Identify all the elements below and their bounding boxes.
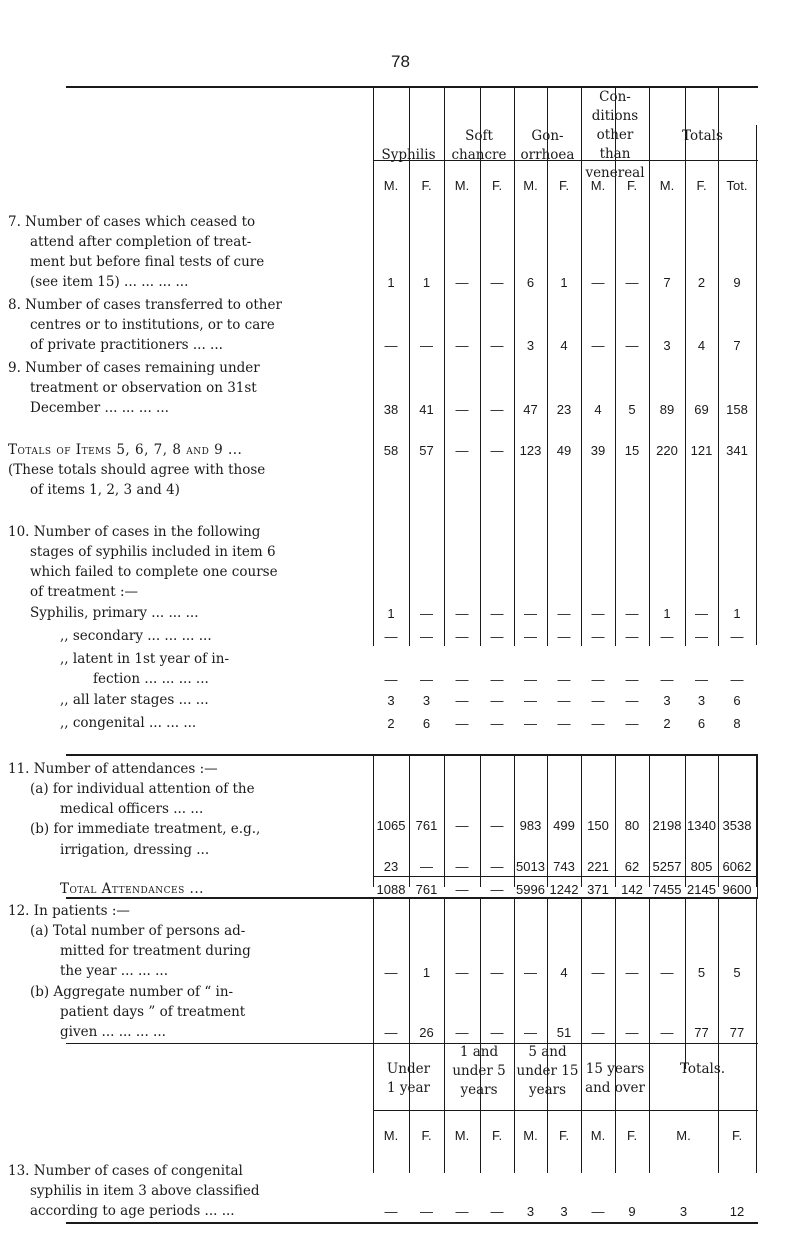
totals-items-cell: 341 [726,443,748,458]
item10-text: which failed to complete one course [30,564,278,580]
inpatient-a-cell: — [455,965,469,980]
stage-cell: — [524,672,537,687]
column-rule [756,1043,757,1173]
attendance-b-cell: 743 [553,859,575,874]
stage-cell: — [524,629,537,644]
item10-text: 10. Number of cases in the following [8,524,261,540]
subheader-sex: F. [558,178,570,193]
attendance-b-cell: — [420,859,433,874]
stage-cell: — [455,629,469,644]
item13-text: according to age periods ... ... [30,1203,235,1219]
column-rule [444,86,445,646]
subheader-sex: M. [454,1128,470,1143]
stage-cell: — [490,629,504,644]
item7-cell: 1 [387,275,395,290]
totals-items-cell: — [455,443,469,458]
attendance-total-cell: 5996 [516,882,545,897]
inpatient-b-cell: — [490,1025,504,1040]
age-period-cell: 3 [679,1204,688,1219]
totals-items-cell: 39 [590,443,606,458]
attendance-total-cell: 371 [587,882,609,897]
header-soft-chancre: Soft [465,128,493,144]
attendance-a-cell: 1340 [687,818,716,833]
item10-text: of treatment :— [30,584,139,600]
attendance-a-cell: 1065 [376,818,406,833]
age-period-cell: — [455,1204,469,1219]
stage-cell: 2 [663,716,671,731]
item9-cell: 158 [726,402,748,417]
attendance-b-cell: 221 [587,859,609,874]
item8-cell: — [384,338,398,353]
column-rule [649,771,650,815]
page-number: 78 [391,52,410,71]
stage-label: ,, all later stages ... ... [60,692,209,708]
totals-items-cell: — [490,443,504,458]
stage-cell: — [490,672,504,687]
subheader-sex: M. [523,178,538,193]
header-5-to-15-years: years [528,1082,567,1098]
item8-cell: 7 [733,338,741,353]
item7-cell: 6 [526,275,535,290]
stage-cell: — [490,693,504,708]
item13-text: syphilis in item 3 above classified [30,1183,260,1199]
stage-cell: — [730,672,744,687]
header-15-and-over: and over [585,1080,645,1096]
stage-cell: — [420,672,433,687]
column-rule [547,771,548,815]
section-rule [66,1043,758,1044]
item7-cell: — [455,275,469,290]
inpatient-b-cell: — [660,1025,674,1040]
attendance-total-cell: — [455,882,469,897]
header-totals: Totals. [679,1061,726,1077]
stage-cell: 3 [663,693,671,708]
item8-text: 8. Number of cases transferred to other [8,297,282,313]
item8-cell: — [591,338,605,353]
item12-a-text: (a) Total number of persons ad- [30,923,246,939]
header-under-1-year: Under [386,1061,431,1077]
attendance-total-cell: 1242 [549,882,579,897]
header-5-to-15-years: 5 and [528,1044,567,1060]
subheader-sex: F. [626,178,638,193]
attendance-a-cell: 80 [624,818,640,833]
stage-cell: — [625,629,639,644]
header-soft-chancre: chancre [451,147,507,163]
inpatient-a-cell: 5 [733,965,741,980]
column-rule [480,86,481,646]
stage-label: ,, latent in 1st year of in- [60,651,230,667]
item8-cell: — [625,338,639,353]
age-period-cell: 3 [560,1204,568,1219]
column-rule [409,771,410,815]
stage-cell: — [695,606,708,621]
column-rule [757,756,758,897]
stage-label: Syphilis, primary ... ... ... [30,605,199,621]
inpatient-b-cell: — [455,1025,469,1040]
total-attendances-label: Total Attendances ... [60,881,204,897]
stage-cell: — [695,672,708,687]
stage-cell: 8 [733,716,741,731]
stage-cell: 1 [663,606,671,621]
inpatient-b-cell: — [591,1025,605,1040]
item9-cell: 4 [594,402,602,417]
subheader-sex: M. [523,1128,538,1143]
subheader-sex: M. [590,1128,606,1143]
stage-cell: — [591,629,605,644]
column-rule [718,86,719,646]
column-rule [685,86,686,646]
stage-cell: — [730,629,744,644]
header-1-to-5-years: under 5 [452,1063,506,1079]
column-rule [444,771,445,815]
stage-cell: 3 [387,693,395,708]
subheader-sex: F. [421,178,432,193]
stage-cell: — [490,716,504,731]
inpatient-a-cell: 1 [422,965,431,980]
item8-cell: — [490,338,504,353]
attendance-total-cell: 761 [415,882,438,897]
item7-text: ment but before final tests of cure [30,254,265,270]
inpatient-b-cell: 77 [729,1025,745,1040]
age-period-cell: 9 [628,1204,636,1219]
table-bottom-rule [66,1222,758,1224]
item9-cell: — [490,402,504,417]
stage-cell: — [557,693,571,708]
stage-cell: — [557,606,571,621]
totals-items-cell: 57 [419,443,434,458]
stage-cell: 1 [387,606,395,621]
item7-cell: 9 [733,275,741,290]
stage-cell: — [591,606,605,621]
column-rule [649,86,650,646]
stage-cell: — [591,693,605,708]
item9-cell: 5 [628,402,636,417]
stage-cell: 1 [733,606,741,621]
header-conditions-other: than [599,146,631,162]
stage-cell: — [660,629,674,644]
totals-note: of items 1, 2, 3 and 4) [30,482,180,498]
header-syphilis: Syphilis [381,147,436,163]
stage-cell: — [490,606,504,621]
item9-cell: 89 [659,402,675,417]
column-rule [373,771,374,815]
header-5-to-15-years: under 15 [516,1063,579,1079]
column-rule [409,86,410,646]
inpatient-b-cell: 51 [556,1025,572,1040]
attendance-total-cell: 142 [621,882,643,897]
attendance-total-cell: 1088 [376,882,406,897]
stage-cell: — [420,629,433,644]
column-rule [480,771,481,815]
column-rule [373,86,374,646]
item12-a-text: the year ... ... ... [60,963,169,979]
header-conditions-other: ditions [591,108,639,124]
header-under-1-year: 1 year [387,1080,430,1096]
subheader-sex: M. [659,178,675,193]
item7-text: (see item 15) ... ... ... ... [30,274,189,290]
item12-b-text: patient days ” of treatment [60,1004,246,1020]
item11-title: 11. Number of attendances :— [8,761,218,777]
inpatient-a-cell: — [660,965,674,980]
attendance-total-cell: 9600 [722,882,752,897]
item8-text: centres or to institutions, or to care [30,317,275,333]
stage-cell: — [420,606,433,621]
subheader-sex: F. [558,1128,570,1143]
inpatient-a-cell: 5 [697,965,706,980]
stage-cell: 3 [422,693,431,708]
column-rule [685,771,686,815]
totals-items-cell: 49 [556,443,572,458]
attendance-a-cell: — [455,818,469,833]
stage-label: ,, secondary ... ... ... ... [60,628,212,644]
stage-label: ,, congenital ... ... ... [60,715,197,731]
inpatient-b-cell: — [384,1025,398,1040]
subheader-sex: M. [383,1128,399,1143]
subheader-sex: M. [454,178,470,193]
column-rule [514,86,515,646]
item13-text: 13. Number of cases of congenital [8,1163,243,1179]
item7-cell: — [490,275,504,290]
section-rule [66,754,758,756]
item8-cell: 4 [697,338,706,353]
stage-cell: — [455,606,469,621]
stage-cell: — [524,716,537,731]
item8-cell: 3 [663,338,671,353]
attendance-a-cell: 761 [415,818,438,833]
stage-cell: 3 [697,693,706,708]
attendance-a-cell: 150 [587,818,609,833]
item7-cell: — [591,275,605,290]
inpatient-b-cell: 26 [419,1025,434,1040]
stage-cell: 6 [697,716,706,731]
totals-note: (These totals should agree with those [8,462,266,478]
attendance-b-cell: 5013 [516,859,545,874]
header-conditions-other: Con- [599,89,631,105]
attendance-b-cell: 805 [690,859,713,874]
stage-cell: — [384,629,398,644]
age-period-cell: — [591,1204,605,1219]
item9-cell: 41 [419,402,434,417]
item11-b-text: irrigation, dressing ... [60,842,210,858]
item9-cell: — [455,402,469,417]
table-top-rule [66,86,758,88]
subheader-sex: M. [383,178,399,193]
subheader-sex: M. [676,1128,691,1143]
item9-cell: 23 [556,402,572,417]
stage-cell: — [384,672,398,687]
age-period-cell: 12 [729,1204,745,1219]
item8-cell: — [455,338,469,353]
inpatient-b-cell: 77 [694,1025,709,1040]
stage-cell: — [625,672,639,687]
header-conditions-other: other [596,127,634,143]
item12-a-text: mitted for treatment during [60,943,251,959]
item9-cell: 38 [383,402,399,417]
age-period-cell: — [490,1204,504,1219]
column-rule [615,771,616,815]
stage-cell: — [591,716,605,731]
item12-b-text: (b) Aggregate number of “ in- [30,984,234,1000]
item7-cell: 1 [560,275,568,290]
totals-items-cell: 15 [624,443,640,458]
item9-cell: 47 [523,402,538,417]
totals-items-cell: 220 [656,443,678,458]
item12-b-text: given ... ... ... ... [60,1024,166,1040]
item8-cell: — [420,338,433,353]
subheader-sex: F. [626,1128,638,1143]
item8-cell: 4 [560,338,568,353]
inpatient-a-cell: 4 [560,965,568,980]
inpatient-b-cell: — [625,1025,639,1040]
stage-cell: — [660,672,674,687]
column-rule [581,771,582,815]
column-rule [514,771,515,815]
attendance-total-cell: 2145 [687,882,716,897]
item9-cell: 69 [694,402,709,417]
section-rule [66,897,758,899]
item7-text: 7. Number of cases which ceased to [8,214,256,230]
subheader-sex: F. [491,1128,503,1143]
subheader-sex: F. [731,1128,743,1143]
age-period-cell: 3 [526,1204,535,1219]
stage-cell: — [455,693,469,708]
stage-cell: — [591,672,605,687]
stage-cell: 6 [422,716,431,731]
subheader-sex: F. [696,178,707,193]
item8-cell: 3 [526,338,535,353]
age-period-cell: — [420,1204,433,1219]
inpatient-a-cell: — [524,965,537,980]
stage-cell: — [557,629,571,644]
stage-cell: — [524,606,537,621]
header-conditions-other: venereal [585,165,645,181]
item11-a-text: medical officers ... ... [60,801,204,817]
stage-cell: — [524,693,537,708]
item7-text: attend after completion of treat- [30,234,252,250]
item9-text: treatment or observation on 31st [30,380,257,396]
subheader-sex: F. [491,178,503,193]
attendance-a-cell: 983 [519,818,542,833]
inpatient-a-cell: — [490,965,504,980]
attendance-b-cell: 5257 [652,859,682,874]
stage-cell: — [557,672,571,687]
stage-cell: — [625,693,639,708]
inpatient-a-cell: — [384,965,398,980]
attendance-a-cell: — [490,818,504,833]
item9-text: December ... ... ... ... [30,400,169,416]
attendance-total-cell: 7455 [652,882,682,897]
stage-cell: — [455,672,469,687]
totals-items-cell: 121 [690,443,713,458]
stage-cell: — [695,629,708,644]
header-1-to-5-years: years [460,1082,498,1098]
subheader-sex: Tot. [726,178,748,193]
header-gonorrhoea: Gon- [531,128,564,144]
header-15-and-over: 15 years [585,1061,645,1077]
stage-cell: 2 [387,716,395,731]
stage-cell: 6 [733,693,741,708]
attendance-total-cell: — [490,882,504,897]
item7-cell: 2 [697,275,706,290]
totals-items-cell: 123 [519,443,542,458]
column-rule [756,125,757,645]
age-period-cell: — [384,1204,398,1219]
attendance-b-cell: 6062 [722,859,752,874]
column-rule [547,86,548,646]
header-gonorrhoea: orrhoea [520,147,575,163]
attendance-a-cell: 499 [553,818,575,833]
attendance-b-cell: 62 [624,859,640,874]
subheader-sex: F. [421,1128,432,1143]
stage-cell: — [455,716,469,731]
attendance-a-cell: 2198 [652,818,682,833]
item7-cell: 1 [422,275,431,290]
attendance-b-cell: 23 [383,859,399,874]
subheader-sex: M. [590,178,606,193]
totals-items-cell: 58 [383,443,399,458]
item7-cell: — [625,275,639,290]
total-rule [373,876,758,877]
attendance-a-cell: 3538 [722,818,752,833]
item11-a-text: (a) for individual attention of the [30,781,255,797]
item8-text: of private practitioners ... ... [30,337,223,353]
item11-b-text: (b) for immediate treatment, e.g., [30,821,261,837]
item9-text: 9. Number of cases remaining under [8,360,260,376]
header-totals: Totals [682,128,723,144]
stage-cell: — [625,606,639,621]
item12-title: 12. In patients :— [8,903,130,919]
inpatient-a-cell: — [625,965,639,980]
inpatient-b-cell: — [524,1025,537,1040]
header-rule [373,1110,758,1111]
stage-label: fection ... ... ... ... [93,671,209,687]
attendance-b-cell: — [455,859,469,874]
stage-cell: — [625,716,639,731]
inpatient-a-cell: — [591,965,605,980]
item10-text: stages of syphilis included in item 6 [30,544,276,560]
stage-cell: — [557,716,571,731]
item7-cell: 7 [663,275,671,290]
attendance-b-cell: — [490,859,504,874]
totals-items-label: Totals of Items 5, 6, 7, 8 and 9 ... [8,442,243,458]
header-1-to-5-years: 1 and [459,1044,499,1060]
column-rule [718,771,719,815]
